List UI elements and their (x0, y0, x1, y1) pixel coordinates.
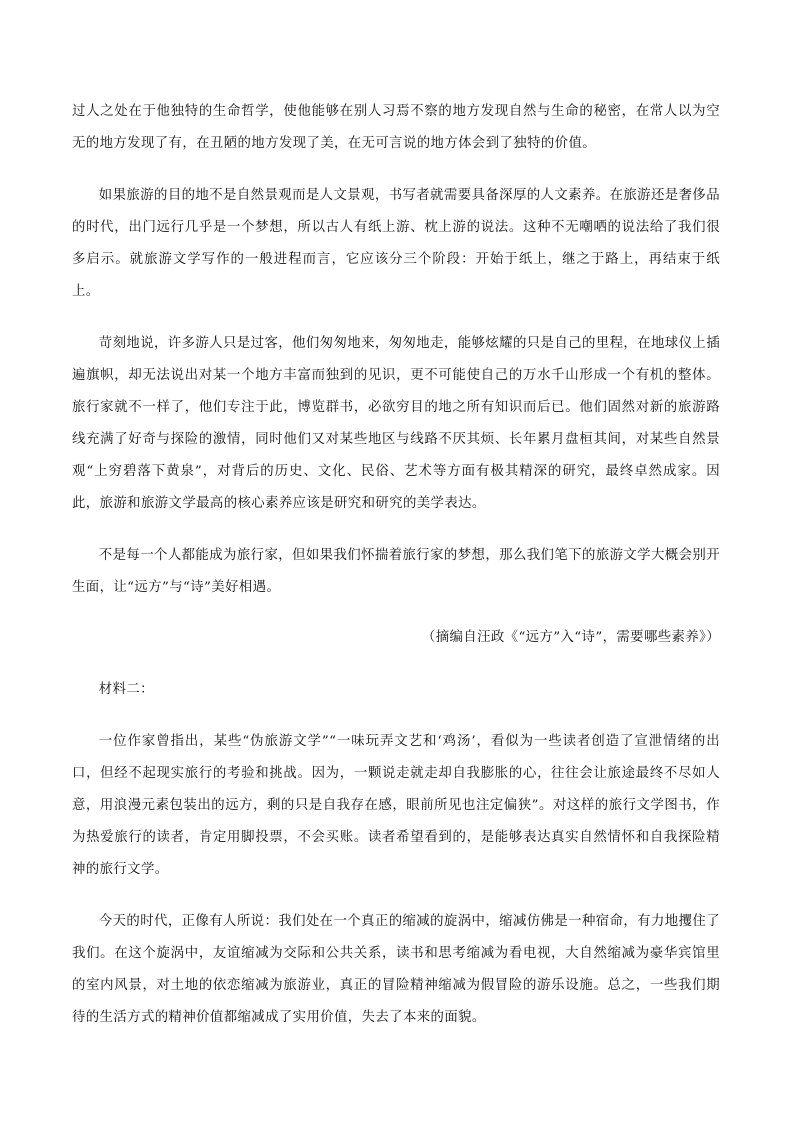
paragraph-dream: 不是每一个人都能成为旅行家，但如果我们怀揣着旅行家的梦想，那么我们笔下的旅游文学大概会别开生面，让“远方”与“诗”美好相遇。 (72, 548, 720, 595)
paragraph-reduction: 今天的时代，正像有人所说：我们处在一个真正的缩减的旋涡中，缩减仿佛是一种宿命，有力地攫住了我们。在这个旋涡中，友谊缩减为交际和公共关系，读书和思考缩减为看电视，大自然缩减为豪华宾馆里的室内风景，对土地的依恋缩减为旅游业，真正的冒险精神缩减为假冒险的游乐设施。总之，一些我们期待的生活方式的精神价值都缩减成了实用价值，失去了本来的面貌。 (72, 914, 720, 1025)
paragraph-continuation: 过人之处在于他独特的生命哲学，使他能够在别人习焉不察的地方发现自然与生命的秘密，在常人以为空无的地方发现了有，在丑陋的地方发现了美，在无可言说的地方体会到了独特的价值。 (72, 104, 720, 151)
material-label: 材料二： (98, 682, 154, 697)
document-body (72, 96, 720, 1034)
paragraph-traveler: 苛刻地说，许多游人只是过客，他们匆匆地来，匆匆地走，能够炫耀的只是自己的里程，在地球仪上插遍旗帜，却无法说出对某一个地方丰富而独到的见识，更不可能使自己的万水千山形成一个有机的整体。旅行家就不一样了，他们专注于此，博览群书，必欲穷目的地之所有知识而后已。他们固然对新的旅游路线充满了好奇与探险的激情，同时他们又对某些地区与线路不厌其烦、长年累月盘桓其间，对某些自然景观“上穷碧落下黄泉”，对背后的历史、文化、民俗、艺术等方面有极其精深的研究，最终卓然成家。因此，旅游和旅游文学最高的核心素养应该是研究和研究的美学表达。 (72, 336, 720, 511)
paragraph-humanities: 如果旅游的目的地不是自然景观而是人文景观，书写者就需要具备深厚的人文素养。在旅游还是奢侈品的时代，出门远行几乎是一个梦想，所以古人有纸上游、枕上游的说法。这种不无嘲哂的说法给了我们很多启示。就旅游文学写作的一般进程而言，它应该分三个阶段：开始于纸上，继之于路上，再结束于纸上。 (72, 188, 720, 299)
source-citation: （摘编自汪政《“远方”入“诗”，需要哪些素养》） (421, 630, 720, 645)
paragraph-pseudo-travel: 一位作家曾指出，某些“伪旅游文学”“一味玩弄文艺和‘鸡汤’，看似为一些读者创造了宣泄情绪的出口，但经不起现实旅行的考验和挑战。因为，一颗说走就走却自我膨胀的心，往往会让旅途最终不尽如人意，用浪漫元素包装出的远方，剩的只是自我存在感，眼前所见也注定偏狭”。对这样的旅行文学图书，作为热爱旅行的读者，肯定用脚投票，不会买账。读者希望看到的，是能够表达真实自然情怀和自我探险精神的旅行文学。 (72, 734, 720, 877)
